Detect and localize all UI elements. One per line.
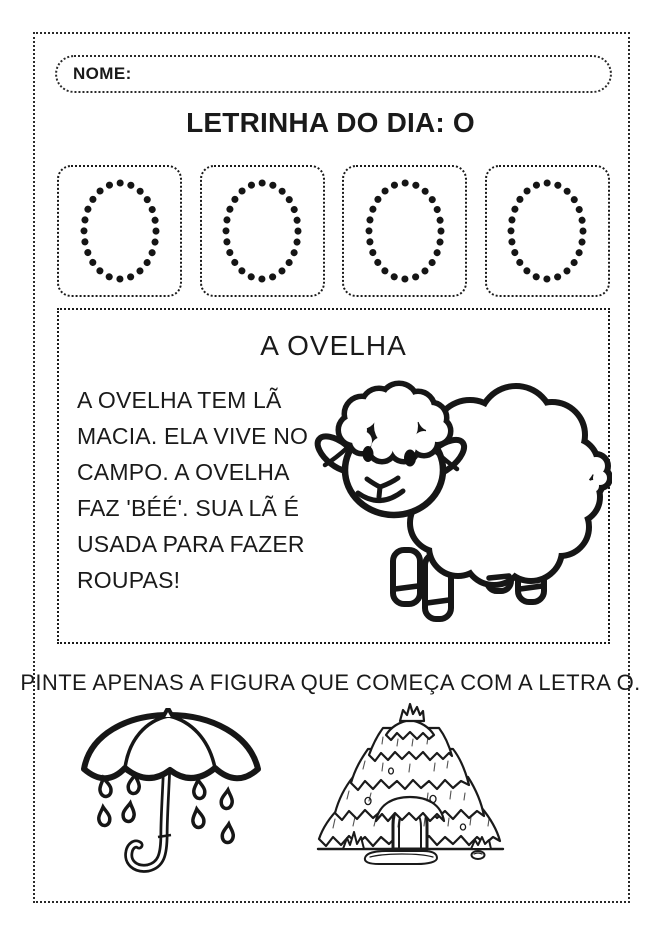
umbrella-canopy bbox=[84, 715, 258, 778]
tracing-box-3[interactable] bbox=[342, 165, 467, 297]
tracing-box-2[interactable] bbox=[200, 165, 325, 297]
dotted-letter-o-icon bbox=[75, 176, 165, 286]
tracing-row bbox=[57, 165, 610, 297]
name-field[interactable] bbox=[55, 55, 612, 93]
sheep-illustration bbox=[312, 370, 612, 638]
page-title: LETRINHA DO DIA: O bbox=[186, 107, 475, 138]
dotted-letter-o-icon bbox=[360, 176, 450, 286]
activity-instruction: PINTE APENAS A FIGURA QUE COMEÇA COM A LETRA O. bbox=[20, 670, 641, 695]
umbrella-rain-illustration[interactable] bbox=[78, 708, 263, 888]
reading-text bbox=[77, 382, 308, 598]
reading-line: MACIA. ELA VIVE NO bbox=[77, 423, 309, 449]
dotted-letter-o-icon bbox=[502, 176, 592, 286]
reading-title: A OVELHA bbox=[260, 330, 407, 361]
reading-line: USADA PARA FAZER bbox=[77, 531, 305, 557]
tracing-box-4[interactable] bbox=[485, 165, 610, 297]
reading-section bbox=[57, 308, 610, 644]
reading-line: A OVELHA TEM LÃ bbox=[77, 387, 282, 413]
reading-line: FAZ 'BÉÉ'. SUA LÃ É bbox=[77, 495, 300, 521]
straw-hut-illustration[interactable] bbox=[313, 701, 508, 871]
reading-line: ROUPAS! bbox=[77, 567, 181, 593]
tracing-box-1[interactable] bbox=[57, 165, 182, 297]
reading-line: CAMPO. A OVELHA bbox=[77, 459, 290, 485]
dotted-letter-o-icon bbox=[217, 176, 307, 286]
name-label: NOME: bbox=[73, 64, 132, 83]
